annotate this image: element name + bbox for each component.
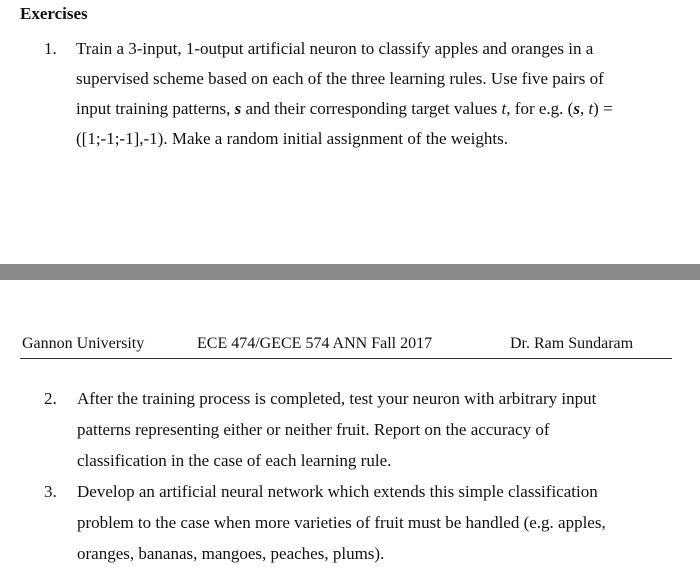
page-divider: [0, 264, 700, 280]
exercise-2-line-2: patterns representing either or neither fruit. Report on the accuracy of: [77, 420, 550, 439]
variable-s: s: [234, 99, 242, 118]
exercise-2-line-1: After the training process is completed, test your neuron with arbitrary input: [77, 389, 597, 408]
exercise-1-line-3-mid1: and their corresponding target values: [241, 99, 502, 118]
exercise-1-line-4: ([1;-1;-1],-1). Make a random initial assignment of the weights.: [76, 129, 508, 148]
pair-variable-t: t: [588, 99, 594, 118]
section-title: Exercises: [20, 4, 88, 23]
exercise-2-number: 2.: [44, 389, 57, 408]
exercise-2-line-3: classification in the case of each learning rule.: [77, 451, 392, 470]
exercise-1-line-1: Train a 3-input, 1-output artificial neuron to classify apples and oranges in a: [76, 39, 594, 58]
footer-instructor: Dr. Ram Sundaram: [510, 335, 634, 352]
exercise-3-line-1: Develop an artificial neural network which extends this simple classification: [77, 482, 598, 501]
variable-t: t: [501, 99, 507, 118]
exercise-1-line-3: [76, 99, 613, 119]
footer-course: ECE 474/GECE 574 ANN Fall 2017: [197, 335, 433, 352]
exercise-1-number: 1.: [44, 39, 57, 58]
exercise-1-line-3-post: ) =: [593, 99, 613, 118]
exercise-3-line-2: problem to the case when more varieties of fruit must be handled (e.g. apples,: [77, 513, 606, 532]
exercise-1-line-2: supervised scheme based on each of the three learning rules. Use five pairs of: [76, 69, 604, 88]
exercise-3-number: 3.: [44, 482, 57, 501]
footer-university: Gannon University: [22, 335, 145, 352]
exercise-1-line-3-pre: input training patterns,: [76, 99, 235, 118]
pair-variable-s: s: [573, 99, 580, 118]
footer-rule: [20, 358, 672, 359]
exercise-3-line-3: oranges, bananas, mangoes, peaches, plums).: [77, 544, 385, 563]
pair-comma: ,: [579, 99, 589, 118]
exercise-1-line-3-mid2: , for e.g. (: [506, 99, 574, 118]
